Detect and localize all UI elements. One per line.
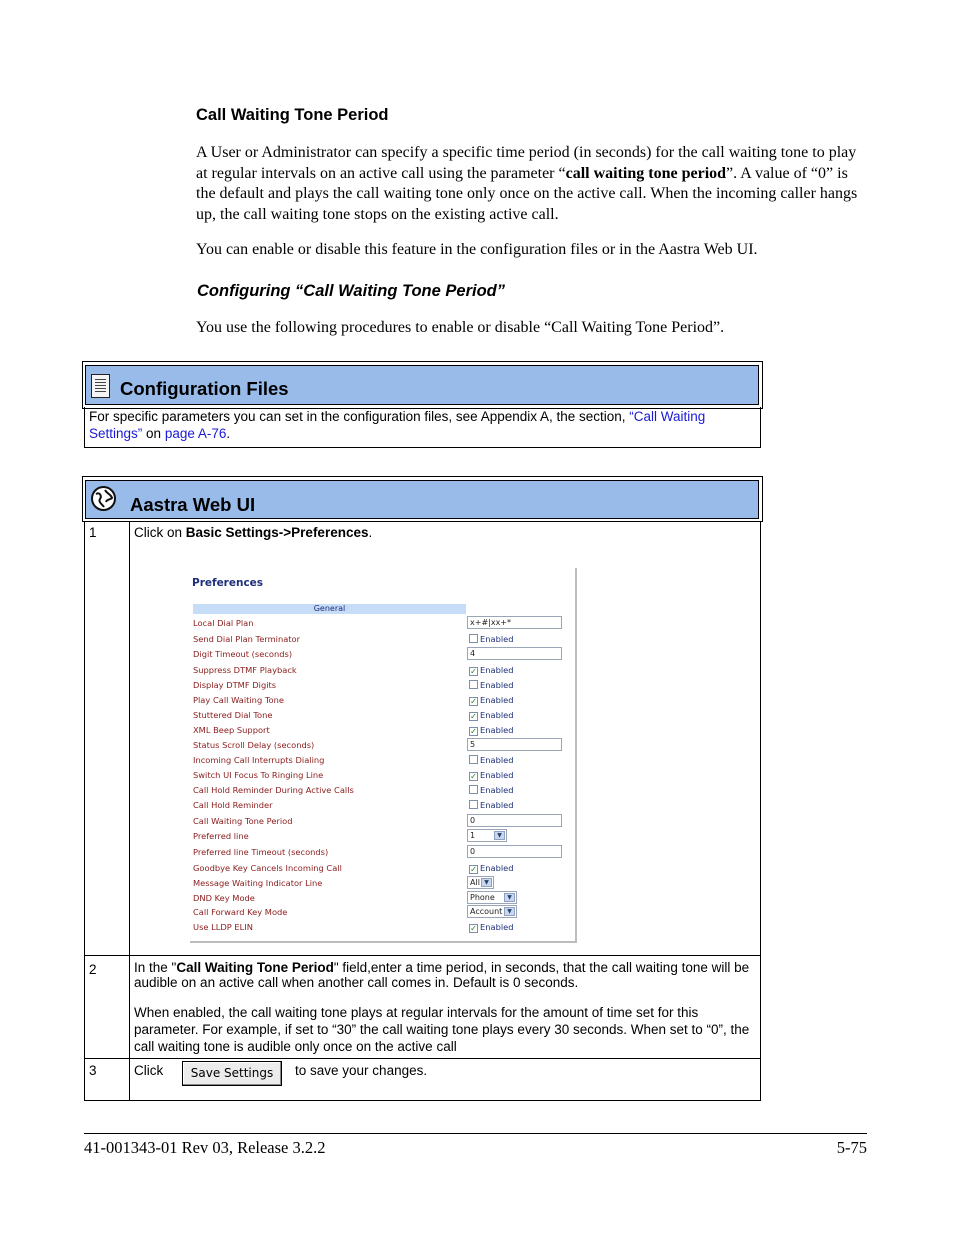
pref-checkbox[interactable] [469, 863, 514, 874]
pref-select[interactable] [467, 891, 517, 904]
pref-checkbox[interactable] [469, 634, 514, 644]
web-ui-title: Aastra Web UI [130, 494, 256, 515]
checkbox-label: Enabled [480, 863, 514, 873]
pref-checkbox[interactable] [469, 695, 514, 706]
pref-checkbox[interactable] [469, 770, 514, 781]
config-files-text-mid: on [142, 425, 165, 441]
enable-paragraph: You can enable or disable this feature in the configuration files or in the Aastra Web UI. [196, 241, 758, 258]
checkbox-label: Enabled [480, 922, 514, 932]
empty-checkbox-icon[interactable] [469, 800, 478, 809]
pref-text-field[interactable]: 0 [467, 845, 562, 858]
pref-text-field[interactable]: 5 [467, 738, 562, 751]
checkmark-icon[interactable]: ✓ [470, 772, 477, 781]
checkmark-icon[interactable]: ✓ [470, 712, 477, 721]
pref-text-field[interactable]: x+#|xx+* [467, 616, 562, 629]
pref-checkbox[interactable] [469, 725, 514, 736]
pref-label: Suppress DTMF Playback [193, 665, 297, 675]
select-value: Phone [470, 893, 495, 902]
pref-checkbox[interactable] [469, 800, 514, 810]
step-2-text-pre: In the " [134, 960, 177, 975]
pref-label: Incoming Call Interrupts Dialing [193, 755, 325, 765]
pref-checkbox[interactable] [469, 665, 514, 676]
chevron-down-icon[interactable]: ▼ [481, 878, 492, 887]
pref-label: Stuttered Dial Tone [193, 710, 273, 720]
step-1-text: Click on [134, 525, 186, 540]
web-ui-header [85, 480, 759, 519]
globe-icon [91, 486, 116, 511]
checkbox-label: Enabled [480, 725, 514, 735]
config-files-header [85, 365, 759, 405]
pref-label: Call Hold Reminder [193, 800, 273, 810]
checkbox-label: Enabled [480, 634, 514, 644]
pref-select[interactable] [467, 905, 517, 918]
pref-label: Call Forward Key Mode [193, 907, 288, 917]
step-3-text-end: to save your changes. [295, 1063, 428, 1078]
pref-checkbox[interactable] [469, 755, 514, 765]
pref-label: Call Hold Reminder During Active Calls [193, 785, 354, 795]
empty-checkbox-icon[interactable] [469, 680, 478, 689]
save-settings-button[interactable]: Save Settings [182, 1061, 282, 1086]
step-3-click-text: Click [134, 1063, 164, 1078]
empty-checkbox-icon[interactable] [469, 755, 478, 764]
pref-label: Local Dial Plan [193, 618, 254, 628]
config-files-title: Configuration Files [120, 378, 289, 399]
basic-settings-preferences-path: Basic Settings->Preferences [185, 525, 369, 540]
step-2-text-post: " field,enter a time period, in seconds, that the call waiting tone will be audible on an active call when another call comes in. Default is 0 seconds. [134, 960, 750, 990]
intro-text-post: ”. A value of “0” is the default and plays the call waiting tone only once on the active call. When the incoming caller hangs up, the call waiting tone stops on the existing active call. [196, 164, 858, 223]
pref-label: Message Waiting Indicator Line [193, 878, 323, 888]
checkmark-icon[interactable]: ✓ [470, 697, 477, 706]
empty-checkbox-icon[interactable] [469, 634, 478, 643]
pref-select[interactable] [467, 829, 507, 842]
checkbox-label: Enabled [480, 665, 514, 675]
call-waiting-tone-period-field-name: Call Waiting Tone Period [176, 960, 334, 975]
footer-doc-id: 41-001343-01 Rev 03, Release 3.2.2 [84, 1138, 326, 1157]
pref-checkbox[interactable] [469, 710, 514, 721]
step-number: 2 [85, 956, 130, 1059]
preferences-title: Preferences [192, 577, 264, 589]
step-content [130, 956, 761, 1059]
step-number: 3 [85, 1059, 130, 1101]
intro-text-pre: A User or Administrator can specify a specific time period (in seconds) for the call waiting tone to play at regular intervals on an active call using the parameter “ [196, 144, 857, 182]
pref-label: Goodbye Key Cancels Incoming Call [193, 863, 342, 873]
pref-select[interactable] [467, 876, 494, 889]
checkbox-label: Enabled [480, 695, 514, 705]
config-files-text-end: . [226, 425, 231, 441]
pref-label: DND Key Mode [193, 893, 255, 903]
checkmark-icon[interactable]: ✓ [470, 865, 477, 874]
pref-label: Display DTMF Digits [193, 680, 277, 690]
select-value: 1 [470, 831, 476, 840]
step-2-note: When enabled, the call waiting tone plays at regular intervals for the amount of time set for this parameter. For example, if set to “30” the call waiting tone plays every 30 seconds. When set to “0”, the call waiting tone is audible only once on the active call [134, 1005, 750, 1054]
pref-label: Send Dial Plan Terminator [193, 634, 301, 644]
pref-checkbox[interactable] [469, 922, 514, 933]
pref-label: Status Scroll Delay (seconds) [193, 740, 315, 750]
pref-label: Preferred line Timeout (seconds) [193, 847, 329, 857]
pref-label: Digit Timeout (seconds) [193, 649, 293, 659]
checkbox-label: Enabled [480, 710, 514, 720]
procedure-paragraph: You use the following procedures to enable or disable “Call Waiting Tone Period”. [196, 319, 725, 336]
chevron-down-icon[interactable]: ▼ [504, 907, 515, 916]
pref-label: Switch UI Focus To Ringing Line [193, 770, 324, 780]
chevron-down-icon[interactable]: ▼ [504, 893, 515, 902]
pref-checkbox[interactable] [469, 785, 514, 795]
intro-param-name: call waiting tone period [565, 164, 727, 182]
checkbox-label: Enabled [480, 680, 514, 690]
pref-label: Preferred line [193, 831, 249, 841]
select-value: Account [470, 907, 503, 916]
step-2-text [134, 960, 756, 990]
pref-checkbox[interactable] [469, 680, 514, 690]
intro-paragraph [196, 143, 868, 225]
preferences-screenshot [190, 568, 577, 943]
config-files-text: For specific parameters you can set in the configuration files, see Appendix A, the section, [89, 409, 630, 424]
page-number: 5-75 [836, 1138, 867, 1157]
footer-divider [84, 1133, 867, 1134]
pref-text-field[interactable]: 0 [467, 814, 562, 827]
config-heading: Configuring “Call Waiting Tone Period” [197, 282, 505, 300]
document-icon [91, 374, 110, 398]
pref-label: XML Beep Support [193, 725, 270, 735]
page-a76-link[interactable]: page A-76 [164, 425, 227, 441]
general-band: General [193, 604, 466, 614]
pref-label: Play Call Waiting Tone [193, 695, 284, 705]
checkbox-label: Enabled [480, 785, 514, 795]
empty-checkbox-icon[interactable] [469, 785, 478, 794]
call-waiting-settings-link[interactable]: “Call Waiting Settings” [89, 409, 706, 441]
section-heading: Call Waiting Tone Period [196, 106, 389, 124]
checkmark-icon[interactable]: ✓ [470, 727, 477, 736]
checkmark-icon[interactable]: ✓ [470, 667, 477, 676]
pref-text-field[interactable]: 4 [467, 647, 562, 660]
checkmark-icon[interactable]: ✓ [470, 924, 477, 933]
step-number: 1 [85, 522, 130, 956]
checkbox-label: Enabled [480, 770, 514, 780]
step-1-text-end: . [368, 525, 373, 540]
checkbox-label: Enabled [480, 800, 514, 810]
checkbox-label: Enabled [480, 755, 514, 765]
step-row-2 [85, 956, 761, 1059]
config-files-body [84, 407, 761, 448]
chevron-down-icon[interactable]: ▼ [494, 831, 505, 840]
select-value: All [470, 878, 480, 887]
pref-label: Call Waiting Tone Period [193, 816, 293, 826]
pref-label: Use LLDP ELIN [193, 922, 253, 932]
